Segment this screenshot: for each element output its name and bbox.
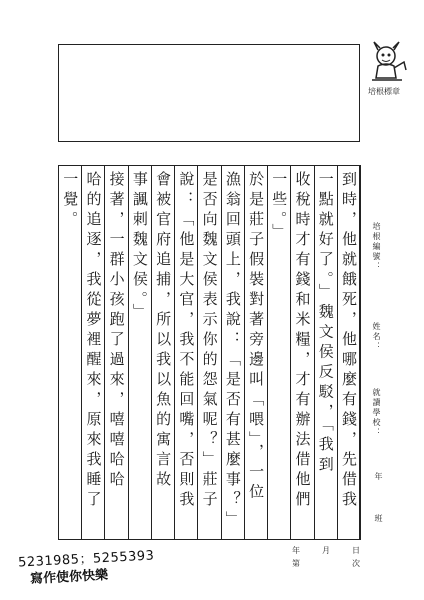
side-label-code: 培根編號： — [372, 222, 381, 272]
composition-column: 到時，他就餓死，他哪麼有錢，先借我 — [339, 171, 358, 511]
side-label-grade: 年 — [374, 472, 383, 482]
composition-column: 收稅時才有錢和米糧，才有辦法借他們 — [293, 171, 312, 511]
composition-column: 一些。」 — [270, 171, 289, 244]
column-divider — [197, 165, 198, 540]
footer-seq-suffix: 次 — [352, 559, 360, 568]
column-divider — [104, 165, 105, 540]
footer-seq-prefix: 第 — [292, 559, 300, 568]
column-divider — [174, 165, 175, 540]
composition-column: 一覺。 — [61, 171, 80, 231]
header-frame — [58, 44, 360, 142]
composition-column: 一點就好了。」魏文侯反駁，「我到 — [316, 171, 335, 476]
composition-column: 事諷刺魏文侯。」 — [130, 171, 149, 324]
column-divider — [314, 165, 315, 540]
composition-column: 漁翁回頭上，我說：「是否有甚麼事？」 — [223, 171, 242, 531]
composition-column: 接著，一群小孩跑了過來，嘻嘻哈哈 — [107, 171, 126, 491]
column-divider — [81, 165, 82, 540]
column-divider — [290, 165, 291, 540]
watermark-slogan: 寫作使你快樂 — [29, 567, 109, 588]
column-divider — [244, 165, 245, 540]
column-divider — [337, 165, 338, 540]
side-label-class: 班 — [374, 514, 383, 524]
composition-column: 會被官府追捕，所以我以魚的寓言故 — [154, 171, 173, 491]
mascot-logo — [366, 40, 408, 84]
footer-day: 日 — [352, 546, 360, 555]
column-divider — [221, 165, 222, 540]
composition-column: 說：「他是大官，我不能回嘴，否則我 — [177, 171, 196, 511]
column-divider — [128, 165, 129, 540]
footer-year: 年 — [292, 546, 300, 555]
composition-column: 哈的追逐，我從夢裡醒來，原來我睡了 — [84, 171, 103, 511]
composition-column: 於是莊子假裝對著旁邊叫「喂」，一位 — [247, 171, 266, 504]
column-divider — [58, 165, 59, 540]
column-divider — [360, 165, 361, 540]
column-divider — [151, 165, 152, 540]
column-divider — [267, 165, 268, 540]
footer-month: 月 — [322, 546, 330, 555]
watermark-phone: 5231985；5255393 — [17, 548, 155, 571]
logo-caption: 培根標章 — [368, 87, 400, 96]
composition-column: 是否向魏文侯表示你的怨氣呢？」莊子 — [200, 171, 219, 511]
side-label-school: 就讀學校： — [372, 388, 381, 438]
side-label-name: 姓名： — [372, 322, 381, 352]
